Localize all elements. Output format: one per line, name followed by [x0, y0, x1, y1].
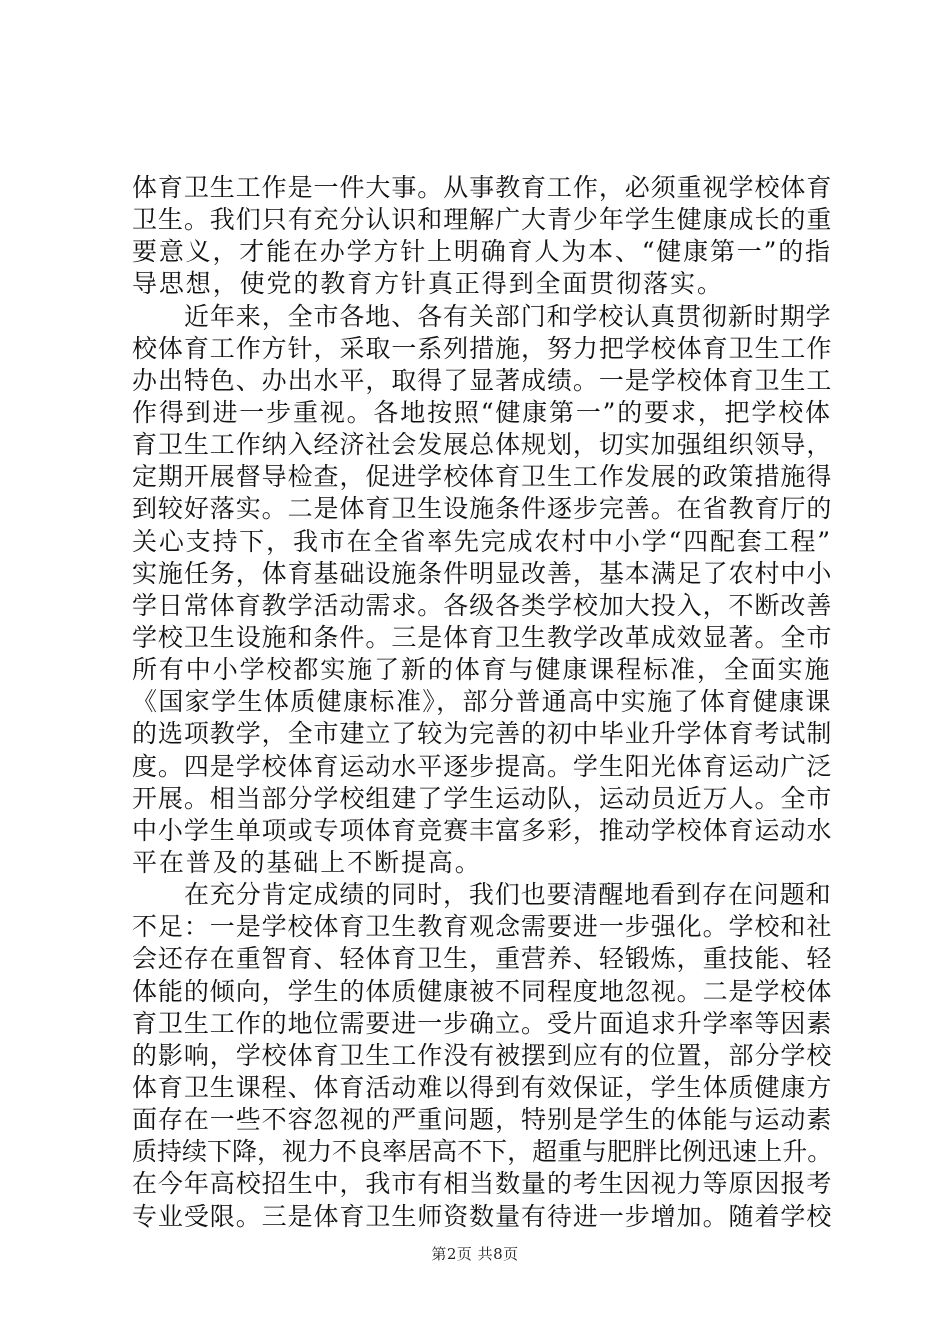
text-line: 关心支持下，我市在全省率先完成农村中小学“四配套工程”	[132, 526, 832, 556]
text-line: 要意义，才能在办学方针上明确育人为本、“健康第一”的指	[132, 237, 832, 267]
text-line: 卫生。我们只有充分认识和理解广大青少年学生健康成长的重	[132, 205, 833, 235]
text-line: 导思想，使党的教育方针真正得到全面贯彻落实。	[132, 269, 724, 299]
text-line: 学日常体育教学活动需求。各级各类学校加大投入，不断改善	[132, 590, 833, 620]
text-line: 质持续下降，视力不良率居高不下，超重与肥胖比例迅速上升。	[132, 1137, 833, 1167]
text-line: 面存在一些不容忽视的严重问题，特别是学生的体能与运动素	[132, 1105, 833, 1135]
page-number-footer: 第2页 共8页	[431, 1245, 519, 1263]
text-line: 实施任务，体育基础设施条件明显改善，基本满足了农村中小	[132, 558, 833, 588]
text-line: 办出特色、办出水平，取得了显著成绩。一是学校体育卫生工	[132, 365, 833, 395]
text-line: 的选项教学，全市建立了较为完善的初中毕业升学体育考试制	[132, 719, 833, 749]
text-line: 作得到进一步重视。各地按照“健康第一”的要求，把学校体	[132, 397, 832, 427]
text-line: 《国家学生体质健康标准》，部分普通高中实施了体育健康课	[132, 687, 832, 717]
body-text	[132, 172, 832, 1233]
text-line: 到较好落实。二是体育卫生设施条件逐步完善。在省教育厅的	[132, 494, 833, 524]
text-line: 中小学生单项或专项体育竞赛丰富多彩，推动学校体育运动水	[132, 815, 833, 845]
text-line: 平在普及的基础上不断提高。	[132, 847, 482, 877]
text-line: 专业受限。三是体育卫生师资数量有待进一步增加。随着学校	[132, 1201, 833, 1231]
text-line: 开展。相当部分学校组建了学生运动队，运动员近万人。全市	[132, 783, 833, 813]
text-line: 在今年高校招生中，我市有相当数量的考生因视力等原因报考	[132, 1169, 833, 1199]
text-line: 不足：一是学校体育卫生教育观念需要进一步强化。学校和社	[132, 912, 833, 942]
text-line: 体育卫生工作是一件大事。从事教育工作，必须重视学校体育	[132, 173, 833, 202]
text-line: 所有中小学校都实施了新的体育与健康课程标准，全面实施	[132, 655, 832, 685]
paragraph-start-line: 近年来，全市各地、各有关部门和学校认真贯彻新时期学	[184, 301, 832, 331]
text-line: 校体育工作方针，采取一系列措施，努力把学校体育卫生工作	[132, 333, 833, 363]
text-line: 会还存在重智育、轻体育卫生，重营养、轻锻炼，重技能、轻	[132, 944, 833, 974]
text-line: 的影响，学校体育卫生工作没有被摆到应有的位置，部分学校	[132, 1040, 833, 1070]
text-line: 育卫生工作纳入经济社会发展总体规划，切实加强组织领导，	[132, 430, 833, 460]
text-line: 学校卫生设施和条件。三是体育卫生教学改革成效显著。全市	[132, 622, 833, 652]
text-line: 育卫生工作的地位需要进一步确立。受片面追求升学率等因素	[132, 1008, 833, 1038]
text-line: 体育卫生课程、体育活动难以得到有效保证，学生体质健康方	[132, 1072, 833, 1102]
text-line: 度。四是学校体育运动水平逐步提高。学生阳光体育运动广泛	[132, 751, 833, 781]
text-line: 定期开展督导检查，促进学校体育卫生工作发展的政策措施得	[132, 462, 833, 492]
text-line: 体能的倾向，学生的体质健康被不同程度地忽视。二是学校体	[132, 976, 833, 1006]
paragraph-start-line: 在充分肯定成绩的同时，我们也要清醒地看到存在问题和	[184, 880, 832, 910]
